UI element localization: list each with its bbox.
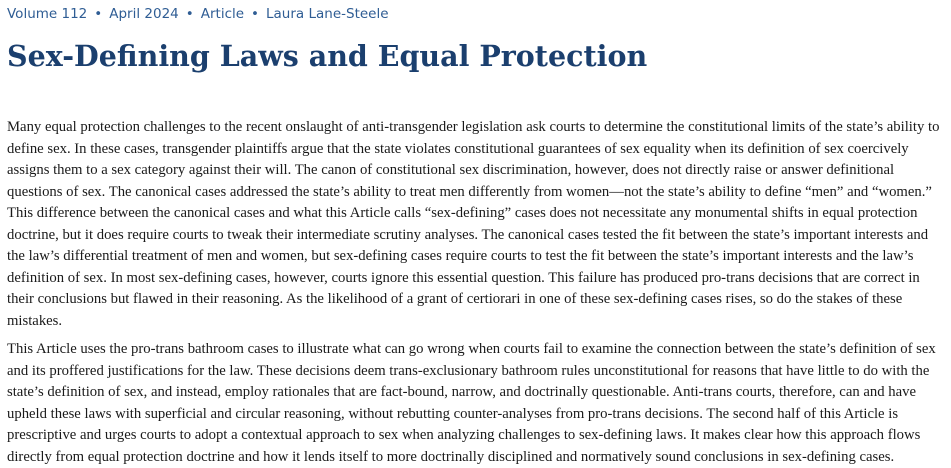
meta-separator: •: [251, 6, 260, 22]
date-link[interactable]: April 2024: [109, 6, 179, 22]
volume-link[interactable]: Volume 112: [7, 6, 88, 22]
article-abstract: [7, 117, 945, 468]
meta-separator: •: [185, 6, 194, 22]
author-link[interactable]: Laura Lane-Steele: [266, 6, 389, 22]
abstract-paragraph: Many equal protection challenges to the recent onslaught of anti-transgender legislation ask courts to determine the constitutional limits of the state’s ability to define sex. In these cases, transgender plaintiffs argue that the state violates constitutional guarantees of sex equality when its definition of sex coercively assigns them to a sex category against their will. The canon of constitutional sex discrimination, however, does not directly raise or answer definitional questions of sex. The canonical cases addressed the state’s ability to treat men differently from women—not the state’s ability to define “men” and “women.” This difference between the canonical cases and what this Article calls “sex-defining” cases does not necessitate any monumental shifts in equal protection doctrine, but it does require courts to tweak their intermediate scrutiny analyses. The canonical cases tested the fit between the state’s important interests and the law’s differential treatment of men and women, but sex-defining cases require courts to test the fit between the state’s important interests and the law’s definition of sex. In most sex-defining cases, however, courts ignore this essential question. This failure has produced pro-trans decisions that are correct in their conclusions but flawed in their reasoning. As the likelihood of a grant of certiorari in one of these sex-defining cases rises, so do the stakes of these mistakes.: [7, 119, 940, 329]
abstract-paragraph: This Article uses the pro-trans bathroom cases to illustrate what can go wrong when courts fail to examine the connection between the state’s definition of sex and its proffered justifications for the law. These decisions deem trans-exclusionary bathroom rules unconstitutional for reasons that have little to do with the state’s definition of sex, and instead, employ rationales that are fact-bound, narrow, and doctrinally questionable. Anti-trans courts, therefore, can and have upheld these laws with superficial and circular reasoning, without rebutting counter-analyses from pro-trans decisions. The second half of this Article is prescriptive and urges courts to adopt a contextual approach to sex when analyzing challenges to sex-defining laws. It makes clear how this approach flows directly from equal protection doctrine and how it lends itself to more doctrinally disciplined and normatively sound conclusions in sex-defining cases.: [7, 341, 936, 465]
meta-separator: •: [94, 6, 103, 22]
article-meta-bar: [7, 6, 389, 22]
article-type-link[interactable]: Article: [200, 6, 245, 22]
article-title: Sex-Defining Laws and Equal Protection: [7, 39, 648, 73]
